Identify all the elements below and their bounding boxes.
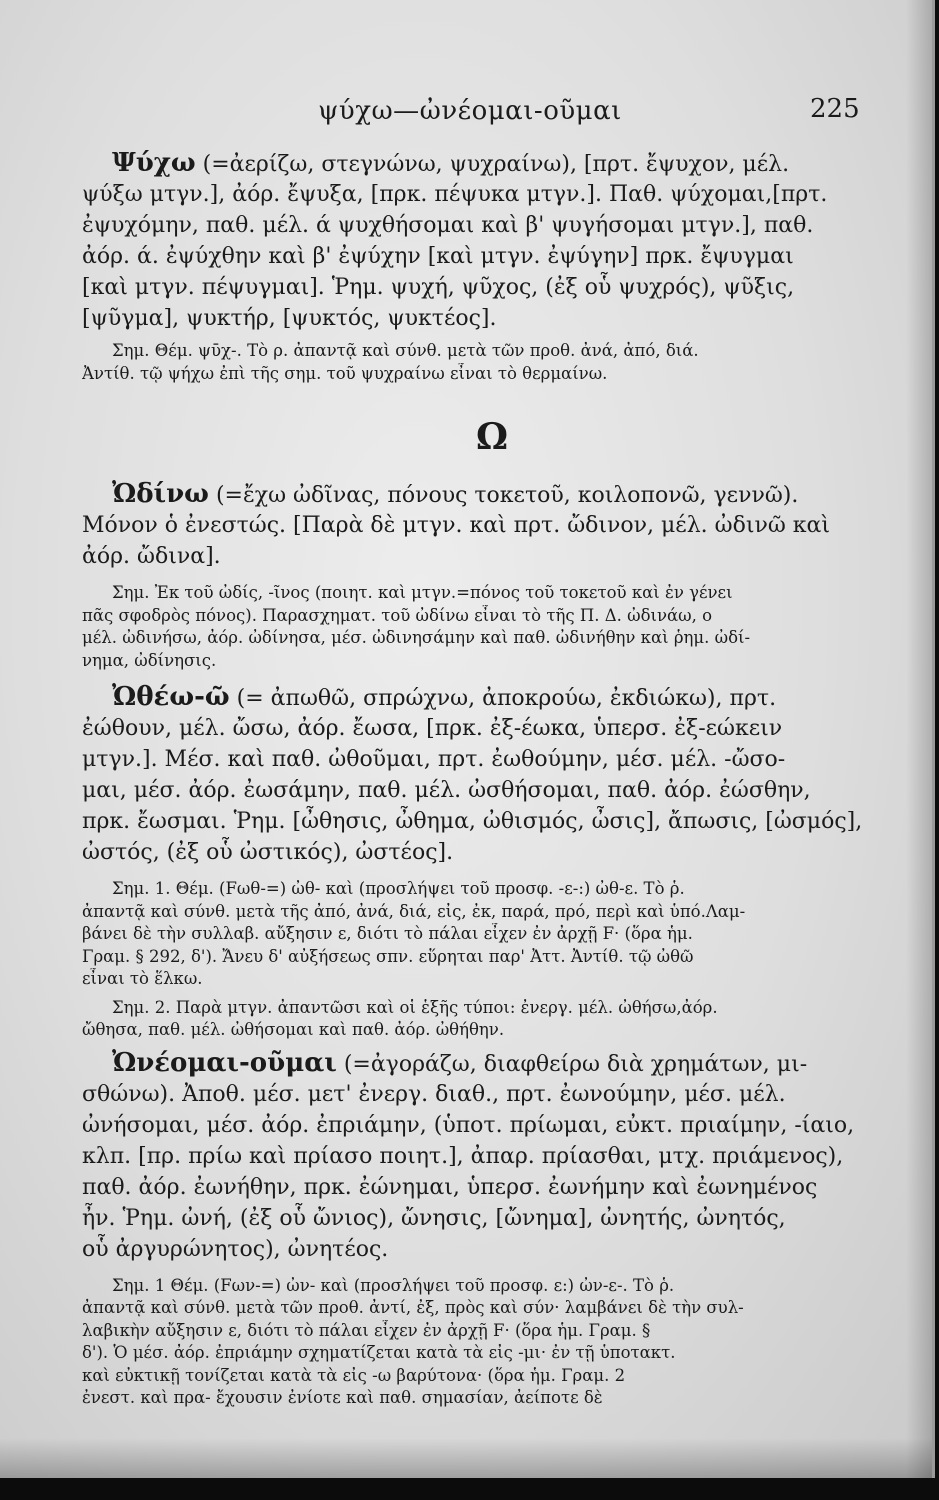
note-line: ὤθησα, παθ. μέλ. ὠθήσομαι καὶ παθ. ἀόρ. ὠθήθην. <box>82 1020 505 1039</box>
page-shadow <box>0 1438 932 1478</box>
note-line: ἀπαντᾷ καὶ σύνθ. μετὰ τῶν προθ. ἀντί, ἐξ, πρὸς καὶ σύν· λαμβάνει δὲ τὴν συλ- <box>82 1298 744 1317</box>
entry-psycho <box>82 148 902 385</box>
note-line: Γραμ. § 292, δ'). Ἄνευ δ' αὐξήσεως σπν. εὕρηται παρ' Ἀττ. Ἀντίθ. τῷ ὠθῶ <box>82 946 694 966</box>
entry-line: ψύξω μτγν.], ἀόρ. ἔψυξα, [πρκ. πέψυκα μτγν.]. Παθ. ψύχομαι,[πρτ. <box>82 182 828 207</box>
entry-line: πρκ. ἔωσμαι. Ῥημ. [ὦθησις, ὦθημα, ὠθισμός, ὦσις], ἄπωσις, [ὠσμός], <box>82 809 863 834</box>
entry-odino <box>82 479 902 672</box>
entry-line: οὗ ἀργυρώνητος), ὠνητέος. <box>82 1236 389 1262</box>
note-line: Σημ. Ἐκ τοῦ ὠδίς, -ῖνος (ποιητ. καὶ μτγν.=πόνος τοῦ τοκετοῦ καὶ ἐν γένει <box>112 583 733 602</box>
running-head: ψύχω—ὠνέομαι-οῦμαι <box>318 96 622 126</box>
entry-line: [καὶ μτγν. πέψυγμαι]. Ῥημ. ψυχή, ψῦχος, (ἐξ οὗ ψυχρός), ψῦξις, <box>82 275 795 300</box>
note-line: ἀπαντᾷ καὶ σύνθ. μετὰ τῆς ἀπό, ἀνά, διά, εἰς, ἐκ, παρά, πρό, περὶ καὶ ὑπό.Λαμ- <box>82 901 746 921</box>
headword: Ψύχω <box>112 148 196 178</box>
entry-line <box>82 682 902 713</box>
entry-line: μτγν.]. Μέσ. καὶ παθ. ὠθοῦμαι, πρτ. ἐωθούμην, μέσ. μέλ. -ὤσο- <box>82 747 786 772</box>
note-line: νημα, ὠδίνησις. <box>82 650 217 670</box>
page-content <box>82 148 902 1410</box>
entry-text: (= ἀπωθῶ, σπρώχνω, ἀποκρούω, ἐκδιώκω), πρτ. <box>236 686 777 711</box>
entry-note-1 <box>82 878 902 991</box>
entry-line: ὠνήσομαι, μέσ. ἀόρ. ἐπριάμην, (ὑποτ. πρίωμαι, εὐκτ. πριαίμην, -ίαιο, <box>82 1112 855 1138</box>
entry-line: ἦν. Ῥημ. ὠνή, (ἐξ οὗ ὤνιος), ὤνησις, [ὤνημα], ὠνητής, ὠνητός, <box>82 1205 786 1231</box>
entry-line: ἐώθουν, μέλ. ὤσω, ἀόρ. ἔωσα, [πρκ. ἐξ-έωκα, ὑπερσ. ἐξ-εώκειν <box>82 716 783 741</box>
headword: Ὠνέομαι-οῦμαι <box>112 1047 337 1078</box>
note-line: βάνει δὲ τὴν συλλαβ. αὔξησιν ε, διότι τὸ πάλαι εἶχεν ἐν ἀρχῇ F· (ὅρα ἡμ. <box>82 924 693 943</box>
note-line: Σημ. 1 Θέμ. (Fων-=) ὠν- καὶ (προσλήψει τοῦ προσφ. ε:) ὠν-ε-. Τὸ ῥ. <box>112 1275 675 1295</box>
entry-oneomai <box>82 1048 902 1410</box>
note-line: Σημ. 1. Θέμ. (Fωθ-=) ὠθ- καὶ (προσλήψει τοῦ προσφ. -ε-:) ὠθ-ε. Τὸ ῥ. <box>112 879 685 898</box>
note-line: μέλ. ὠδινήσω, ἀόρ. ὠδίνησα, μέσ. ὠδινησάμην καὶ παθ. ὠδινήθην καὶ ῥημ. ὠδί- <box>82 628 751 647</box>
section-letter: Ω <box>475 416 509 458</box>
note-line: καὶ εὐκτικῇ τονίζεται κατὰ τὰ εἰς -ω βαρύτονα· (ὅρα ἡμ. Γραμ. 2 <box>82 1365 626 1385</box>
entry-line: Μόνον ὁ ἐνεστώς. [Παρὰ δὲ μτγν. καὶ πρτ. ὤδινον, μέλ. ὠδινῶ καὶ <box>82 513 830 538</box>
torn-edge <box>906 0 932 1478</box>
headword: Ὠδίνω <box>112 479 209 509</box>
note-line: δ'). Ὁ μέσ. ἀόρ. ἐπριάμην σχηματίζεται κατὰ τὰ εἰς -μι· ἐν τῇ ὑποτακτ. <box>82 1343 676 1362</box>
headword: Ὠθέω-ῶ <box>112 682 230 712</box>
entry-otheo <box>82 682 902 1042</box>
entry-text: (=ἀγοράζω, διαφθείρω διὰ χρημάτων, μι- <box>343 1051 808 1077</box>
note-line: Σημ. 2. Παρὰ μτγν. ἀπαντῶσι καὶ οἱ ἑξῆς τύποι: ἐνεργ. μέλ. ὠθήσω,ἀόρ. <box>112 997 718 1017</box>
note-line: ἐνεστ. καὶ πρα- ἔχουσιν ἐνίοτε καὶ παθ. σημασίαν, ἀείποτε δὲ <box>82 1388 603 1407</box>
entry-line <box>82 148 902 179</box>
entry-line <box>82 479 902 510</box>
entry-note-2 <box>82 997 902 1042</box>
note-line: Σημ. Θέμ. ψῡχ-. Τὸ ρ. ἀπαντᾷ καὶ σύνθ. μετὰ τῶν προθ. ἀνά, ἀπό, διά. <box>112 341 699 360</box>
note-line: λαβικὴν αὔξησιν ε, διότι τὸ πάλαι εἶχεν ἐν ἀρχῇ F· (ὅρα ἡμ. Γραμ. § <box>82 1320 651 1340</box>
entry-text: (=ἀερίζω, στεγνώνω, ψυχραίνω), [πρτ. ἔψυχον, μέλ. <box>202 152 790 177</box>
note-line: Ἀντίθ. τῷ ψήχω ἐπὶ τῆς σημ. τοῦ ψυχραίνω εἶναι τὸ θερμαίνω. <box>82 363 608 383</box>
note-line: πᾶς σφοδρὸς πόνος). Παρασχηματ. τοῦ ὠδίνω εἶναι τὸ τῆς Π. Δ. ὠδινάω, ο <box>82 605 713 625</box>
entry-line <box>82 1048 902 1079</box>
entry-line: μαι, μέσ. ἀόρ. ἐωσάμην, παθ. μέλ. ὠσθήσομαι, παθ. ἀόρ. ἐώσθην, <box>82 778 811 803</box>
entry-line: σθώνω). Ἀποθ. μέσ. μετ' ἐνεργ. διαθ., πρτ. ἐωνούμην, μέσ. μέλ. <box>82 1081 786 1107</box>
entry-line: ὠστός, (ἐξ οὗ ὠστικός), ὠστέος]. <box>82 840 454 865</box>
entry-line: παθ. ἀόρ. ἐωνήθην, πρκ. ἐώνημαι, ὑπερσ. ἐωνήμην καὶ ἐωνημένος <box>82 1174 818 1200</box>
note-line: εἶναι τὸ ἕλκω. <box>82 969 203 988</box>
entry-line: ἐψυχόμην, παθ. μέλ. ά ψυχθήσομαι καὶ β' ψυγήσομαι μτγν.], παθ. <box>82 213 814 238</box>
page-header <box>0 92 932 132</box>
entry-line: κλπ. [πρ. πρίω καὶ πρίασο ποιητ.], ἀπαρ. πρίασθαι, μτχ. πριάμενος), <box>82 1143 844 1169</box>
entry-note <box>82 1275 902 1410</box>
entry-text: (=ἔχω ὠδῖνας, πόνους τοκετοῦ, κοιλοπονῶ, γεννῶ). <box>215 483 799 508</box>
entry-note <box>82 582 902 672</box>
page-number: 225 <box>810 94 860 124</box>
entry-line: [ψῦγμα], ψυκτήρ, [ψυκτός, ψυκτέος]. <box>82 306 497 331</box>
entry-line: ἀόρ. ά. ἐψύχθην καὶ β' ἐψύχην [καὶ μτγν. ἐψύγην] πρκ. ἔψυγμαι <box>82 244 794 269</box>
entry-line: ἀόρ. ὤδινα]. <box>82 544 221 569</box>
entry-note <box>82 340 902 385</box>
